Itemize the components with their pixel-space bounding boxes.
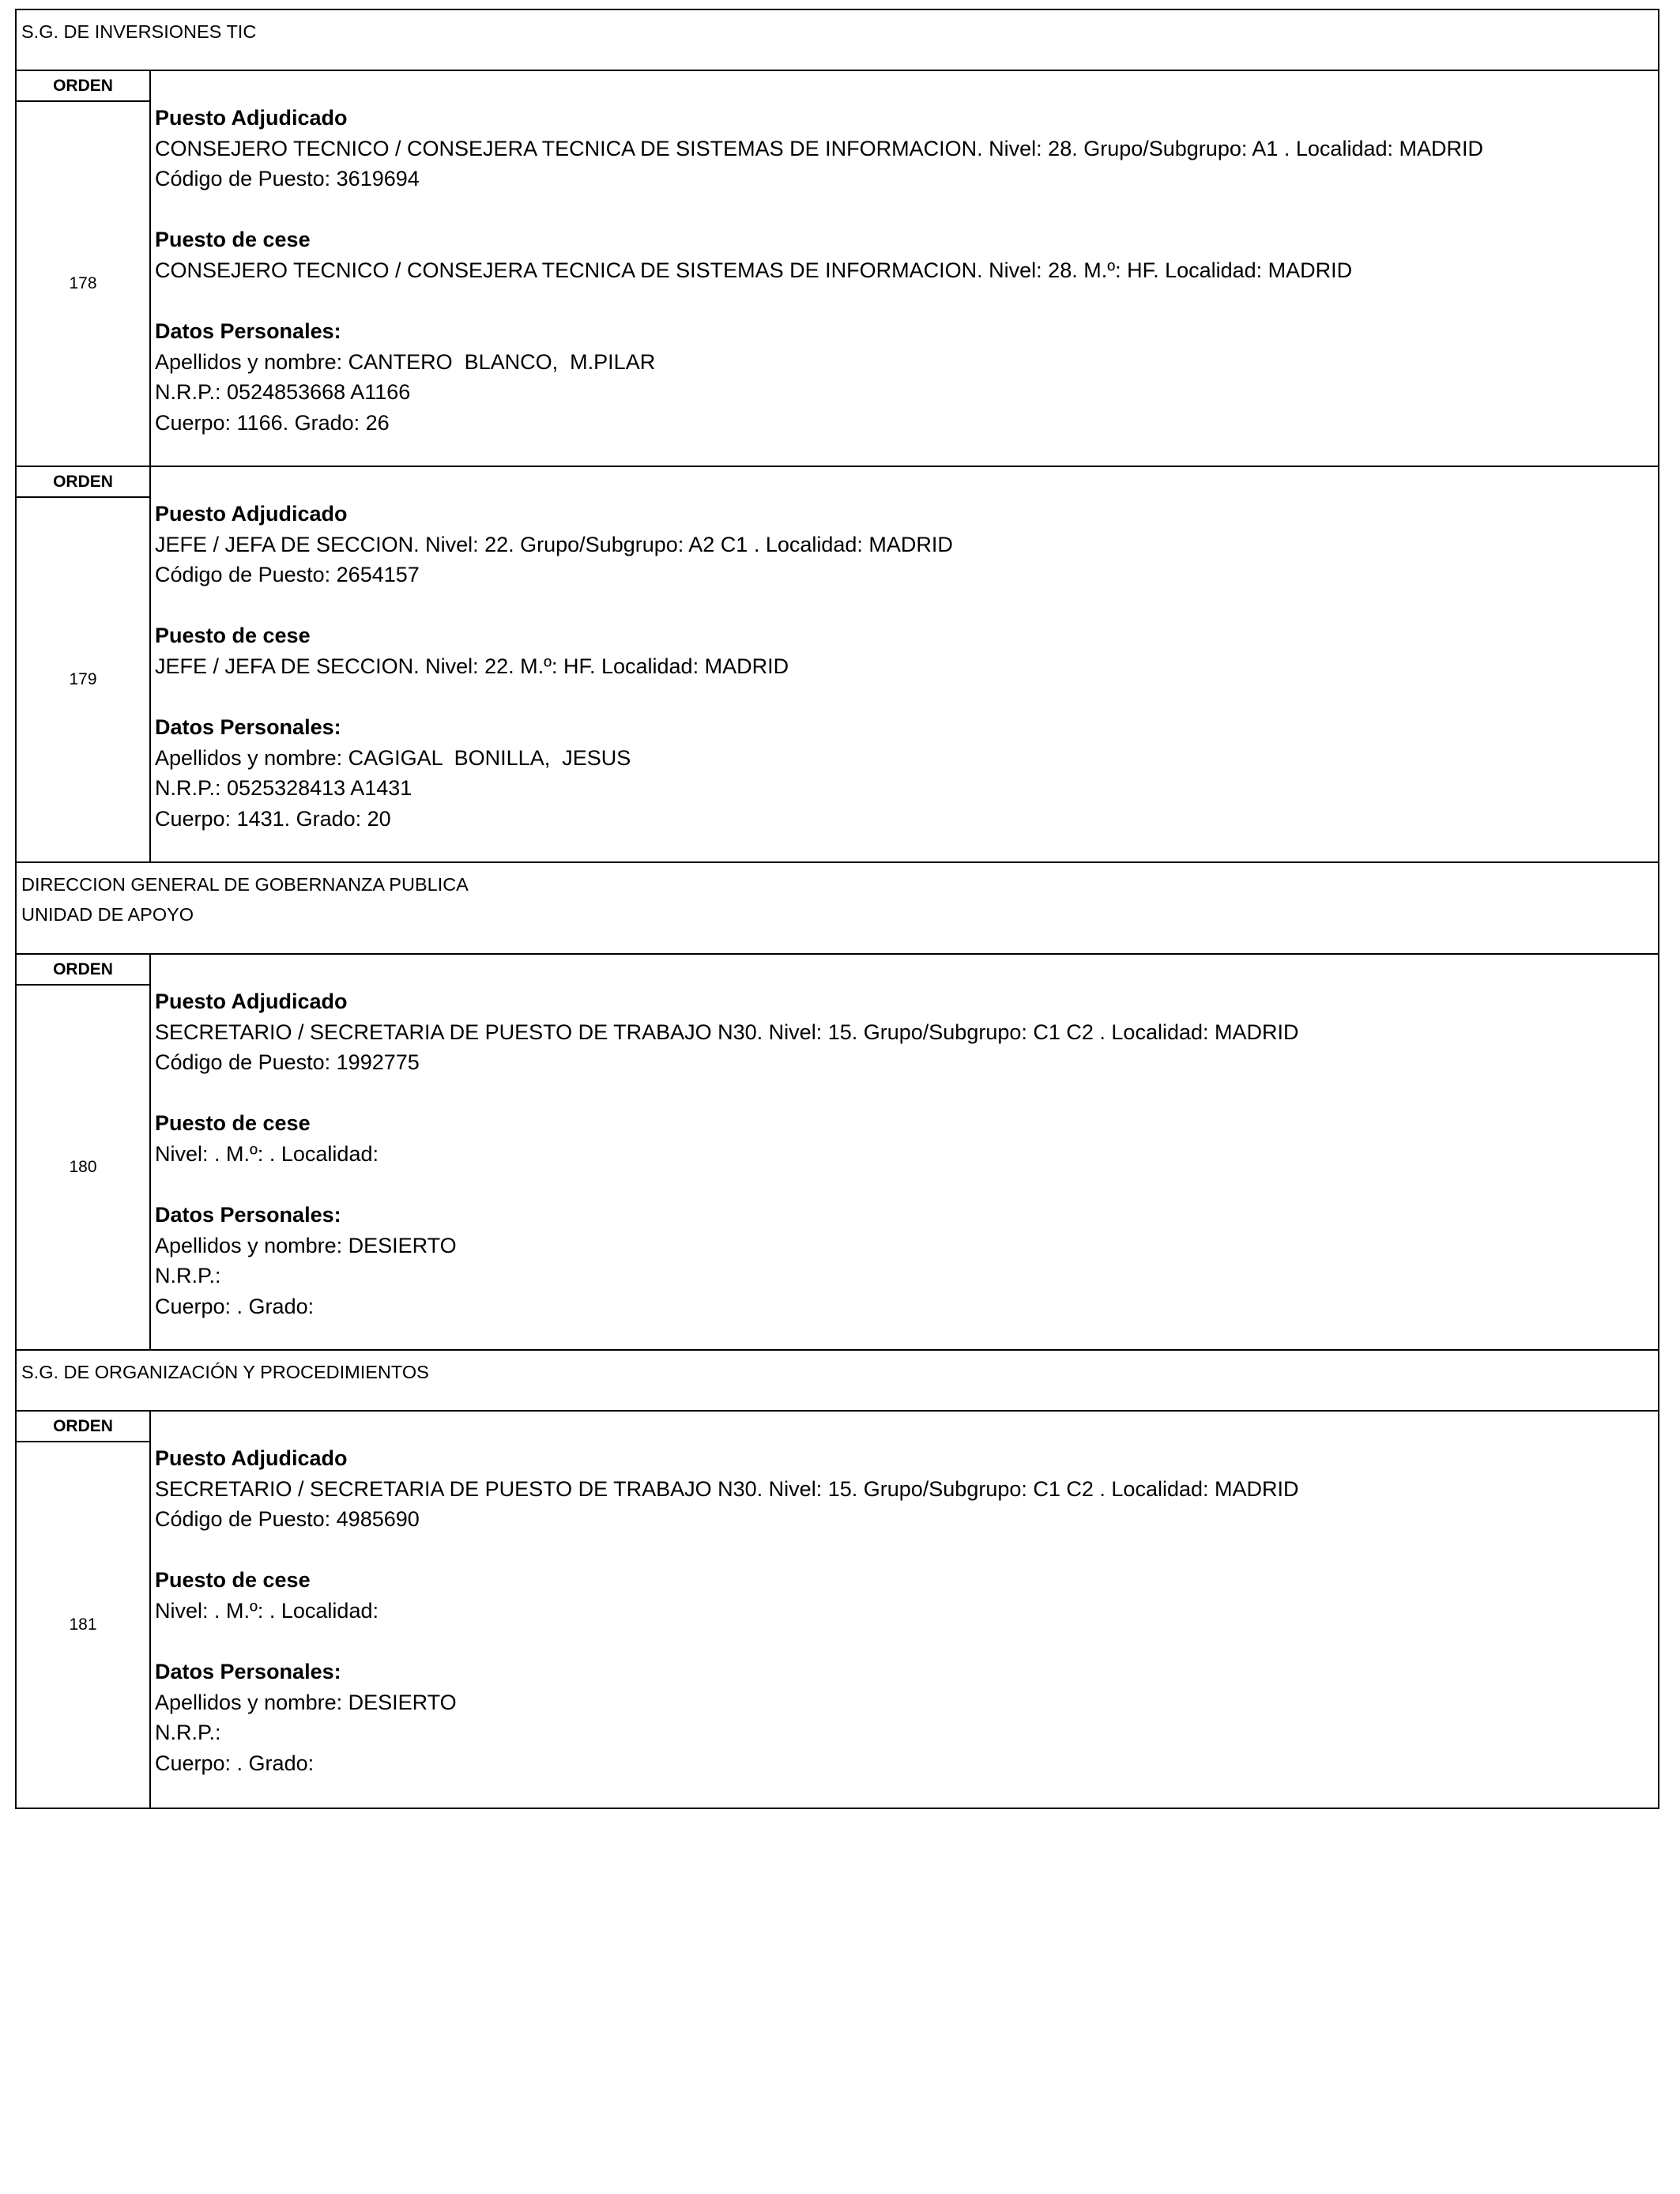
- heading-cese: Puesto de cese: [155, 624, 311, 648]
- codigo-text: Código de Puesto: 1992775: [155, 1050, 420, 1075]
- codigo-text: Código de Puesto: 3619694: [155, 167, 420, 191]
- codigo-text: Código de Puesto: 4985690: [155, 1507, 420, 1532]
- apellidos-text: Apellidos y nombre: DESIERTO: [155, 1690, 457, 1714]
- nrp-text: N.R.P.: 0525328413 A1431: [155, 776, 412, 801]
- spacer: [155, 194, 1658, 225]
- cuerpo-text: Cuerpo: 1166. Grado: 26: [155, 410, 390, 435]
- section-title: DIRECCION GENERAL DE GOBERNANZA PUBLICA: [21, 874, 469, 895]
- orden-cell: [17, 955, 151, 1349]
- spacer: [155, 590, 1658, 621]
- orden-number: 178: [69, 274, 97, 292]
- heading-cese: Puesto de cese: [155, 228, 311, 252]
- orden-number: 180: [69, 1158, 97, 1176]
- orden-label: ORDEN: [17, 467, 149, 498]
- table-row: [17, 467, 1658, 863]
- heading-cese: Puesto de cese: [155, 1111, 311, 1136]
- heading-adjudicado: Puesto Adjudicado: [155, 990, 348, 1013]
- cuerpo-text: Cuerpo: . Grado:: [155, 1751, 315, 1775]
- table-row: [17, 71, 1658, 467]
- nrp-text: N.R.P.:: [155, 1721, 221, 1745]
- section-subtitle: UNIDAD DE APOYO: [21, 904, 194, 925]
- orden-number: 181: [69, 1615, 97, 1634]
- heading-adjudicado: Puesto Adjudicado: [155, 106, 348, 130]
- spacer: [155, 682, 1658, 713]
- heading-adjudicado: Puesto Adjudicado: [155, 502, 348, 526]
- heading-datos: Datos Personales:: [155, 319, 341, 344]
- adjudicado-text: CONSEJERO TECNICO / CONSEJERA TECNICA DE SISTEMAS DE INFORMACION. Nivel: 28. Grupo/Subgrupo: A1 . Localidad: MADRID: [155, 136, 1483, 160]
- section-header: [17, 1351, 1658, 1412]
- cuerpo-text: Cuerpo: . Grado:: [155, 1294, 315, 1318]
- spacer: [155, 1627, 1658, 1657]
- cese-text: Nivel: . M.º: . Localidad:: [155, 1598, 379, 1623]
- cese-text: Nivel: . M.º: . Localidad:: [155, 1141, 379, 1166]
- cuerpo-text: Cuerpo: 1431. Grado: 20: [155, 806, 391, 831]
- entry-details: [151, 1412, 1658, 1808]
- spacer: [155, 1170, 1658, 1201]
- entry-details: [151, 71, 1658, 466]
- orden-label: ORDEN: [17, 955, 149, 986]
- heading-datos: Datos Personales:: [155, 1660, 341, 1684]
- spacer: [155, 1078, 1658, 1109]
- orden-label: ORDEN: [17, 71, 149, 102]
- orden-cell: [17, 71, 151, 466]
- entry-details: [151, 955, 1658, 1349]
- document-table: [15, 9, 1659, 1809]
- table-row: [17, 1412, 1658, 1808]
- cese-text: CONSEJERO TECNICO / CONSEJERA TECNICA DE SISTEMAS DE INFORMACION. Nivel: 28. M.º: HF. Localidad: MADRID: [155, 258, 1353, 282]
- adjudicado-text: SECRETARIO / SECRETARIA DE PUESTO DE TRABAJO N30. Nivel: 15. Grupo/Subgrupo: C1 C2 . Localidad: MADRID: [155, 1476, 1299, 1501]
- section-title: S.G. DE ORGANIZACIÓN Y PROCEDIMIENTOS: [21, 1362, 429, 1382]
- section-title: S.G. DE INVERSIONES TIC: [21, 21, 257, 42]
- orden-cell: [17, 467, 151, 861]
- apellidos-text: Apellidos y nombre: CAGIGAL BONILLA, JESUS: [155, 745, 631, 770]
- nrp-text: N.R.P.:: [155, 1264, 221, 1288]
- apellidos-text: Apellidos y nombre: CANTERO BLANCO, M.PILAR: [155, 349, 656, 374]
- heading-cese: Puesto de cese: [155, 1568, 311, 1593]
- orden-number: 179: [69, 670, 97, 688]
- heading-datos: Datos Personales:: [155, 1203, 341, 1227]
- spacer: [155, 286, 1658, 317]
- adjudicado-text: SECRETARIO / SECRETARIA DE PUESTO DE TRABAJO N30. Nivel: 15. Grupo/Subgrupo: C1 C2 . Localidad: MADRID: [155, 1020, 1299, 1044]
- orden-cell: [17, 1412, 151, 1808]
- section-header: [17, 10, 1658, 71]
- nrp-text: N.R.P.: 0524853668 A1166: [155, 380, 411, 405]
- apellidos-text: Apellidos y nombre: DESIERTO: [155, 1233, 457, 1257]
- table-row: [17, 955, 1658, 1351]
- codigo-text: Código de Puesto: 2654157: [155, 563, 420, 587]
- cese-text: JEFE / JEFA DE SECCION. Nivel: 22. M.º: HF. Localidad: MADRID: [155, 654, 789, 678]
- spacer: [155, 1535, 1658, 1566]
- entry-details: [151, 467, 1658, 861]
- heading-adjudicado: Puesto Adjudicado: [155, 1446, 348, 1470]
- adjudicado-text: JEFE / JEFA DE SECCION. Nivel: 22. Grupo/Subgrupo: A2 C1 . Localidad: MADRID: [155, 532, 953, 556]
- section-header: [17, 863, 1658, 955]
- orden-label: ORDEN: [17, 1412, 149, 1442]
- heading-datos: Datos Personales:: [155, 715, 341, 740]
